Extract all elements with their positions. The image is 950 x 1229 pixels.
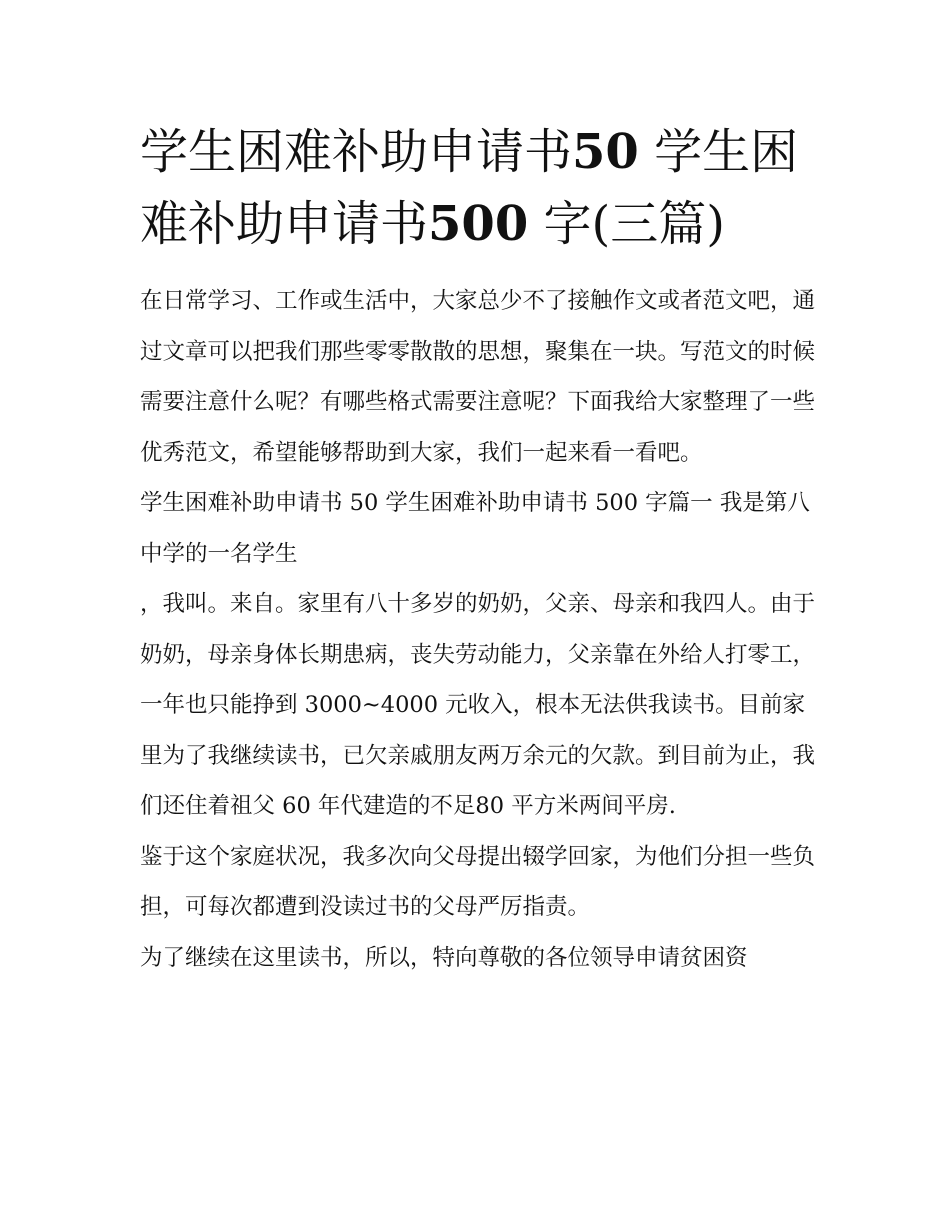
title-part-5: 字(三篇)	[528, 196, 725, 252]
title-part-3: 学生困难补助申请书	[140, 124, 799, 252]
paragraph-request: 为了继续在这里读书，所以，特向尊敬的各位领导申请贫困资	[140, 944, 748, 971]
paragraph-family: ，我叫。来自。家里有八十多岁的奶奶，父亲、母亲和我四人。由于奶奶，母亲身体长期患病，丧失劳动能力，父亲靠在外给人打零工，一年也只能挣到 3000~4000 元收入，根本无法供我读书。目前家里为了我继续读书，已欠亲戚朋友两万余元的欠款。到目前为止，我们还住着祖父 60 年代建造的不足80 平方米两间平房.	[140, 591, 816, 819]
paragraph-situation: 鉴于这个家庭状况，我多次向父母提出辍学回家，为他们分担一些负担，可每次都遭到没读过书的父母严厉指责。	[140, 843, 816, 920]
paragraph-intro: 在日常学习、工作或生活中，大家总少不了接触作文或者范文吧，通过文章可以把我们那些零零散散的思想，聚集在一块。写范文的时候需要注意什么呢？有哪些格式需要注意呢？下面我给大家整理了一些优秀范文，希望能够帮助到大家，我们一起来看一看吧。	[140, 288, 816, 466]
title-part-2: 50	[572, 124, 639, 180]
title-part-4: 500	[428, 196, 529, 252]
title-part-1: 学生困难补助申请书	[140, 124, 573, 180]
document-body	[140, 276, 820, 983]
paragraph-heading-1: 学生困难补助申请书 50 学生困难补助申请书 500 字篇一 我是第八中学的一名学生	[140, 490, 810, 567]
document-title	[140, 116, 830, 260]
